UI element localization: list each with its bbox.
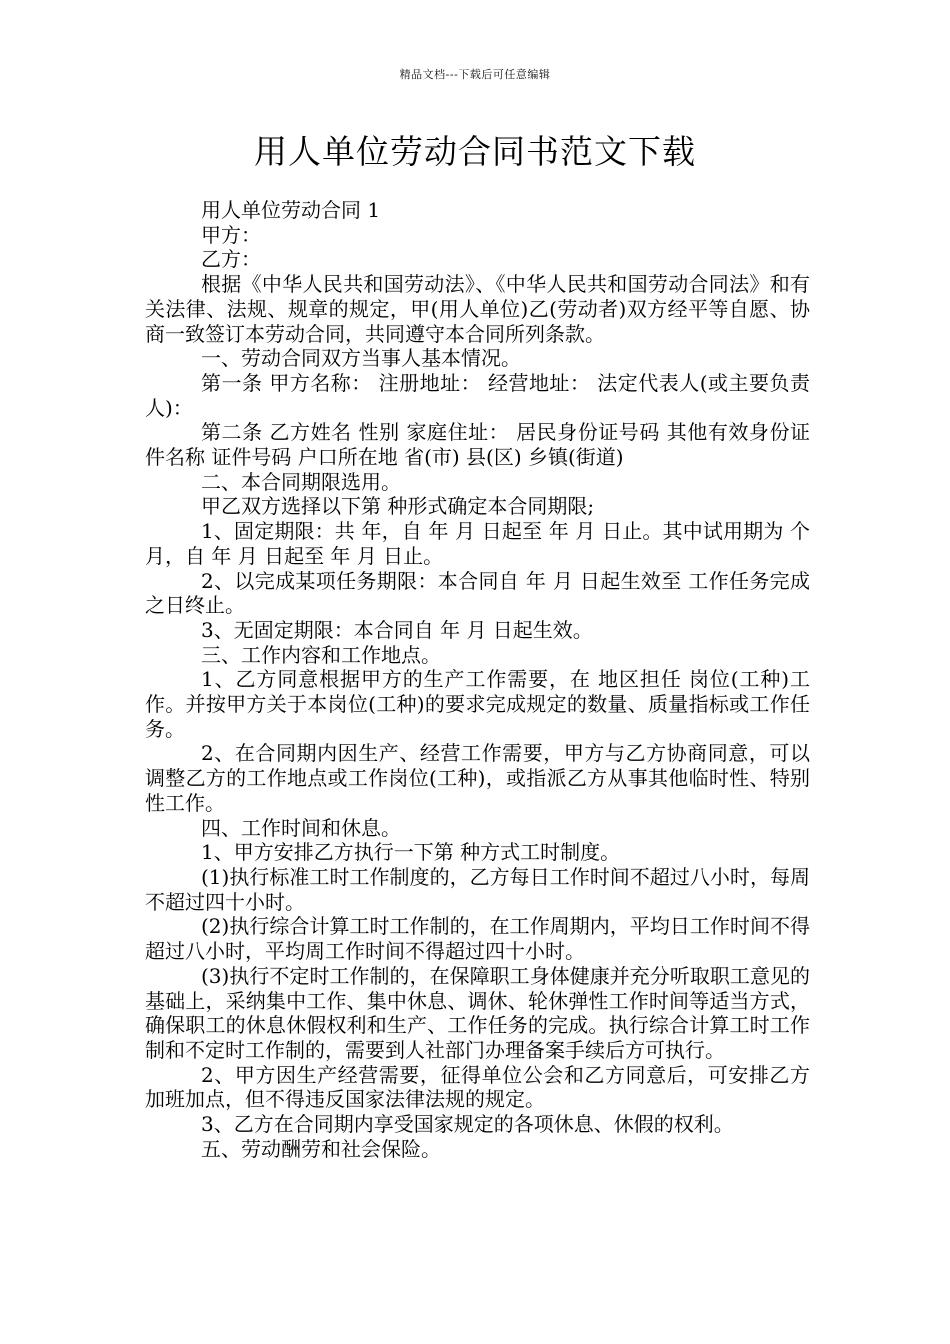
article-1: 第一条 甲方名称： 注册地址： 经营地址： 法定代表人(或主要负责人)： [145,370,810,420]
party-a-line: 甲方： [201,222,261,247]
contract-heading: 用人单位劳动合同 1 [201,198,381,222]
fixed-term-clause: 1、固定期限：共 年，自 年 月 日起至 年 月 日止。其中试用期为 个月，自 年 月 日起至 年 月 日止。 [145,519,810,568]
document-body [145,198,810,1161]
work-hours-item-2: (2)执行综合计算工时工作制的，在工作周期内，平均日工作时间不得超过八小时，平均周工作时间不得超过四十小时。 [145,914,810,964]
document-title: 用人单位劳动合同书范文下载 [254,132,696,171]
work-content-clause-1: 1、乙方同意根据甲方的生产工作需要，在 地区担任 岗位(工种)工作。并按甲方关于本岗位(工种)的要求完成规定的数量、质量指标或工作任务。 [145,667,810,741]
open-term-clause: 3、无固定期限：本合同自 年 月 日起生效。 [201,617,593,642]
leave-rights-clause: 3、乙方在合同期内享受国家规定的各项休息、休假的权利。 [201,1112,734,1137]
section-heading-1: 一、劳动合同双方当事人基本情况。 [201,346,521,371]
section-heading-5: 五、劳动酬劳和社会保险。 [201,1136,441,1161]
section-heading-3: 三、工作内容和工作地点。 [201,642,441,667]
page-header-note: 精品文档---下载后可任意编辑 [399,68,551,81]
work-content-clause-2: 2、在合同期内因生产、经营工作需要，甲方与乙方协商同意，可以调整乙方的工作地点或工作岗位(工种)，或指派乙方从事其他临时性、特别性工作。 [145,741,810,815]
overtime-clause: 2、甲方因生产经营需要，征得单位公会和乙方同意后，可安排乙方加班加点，但不得违反国家法律法规的规定。 [145,1062,810,1112]
term-choice-paragraph: 甲乙双方选择以下第 种形式确定本合同期限; [201,494,595,519]
section-heading-2: 二、本合同期限选用。 [201,469,401,494]
section-heading-4: 四、工作时间和休息。 [201,815,401,840]
work-hours-clause-1: 1、甲方安排乙方执行一下第 种方式工时制度。 [201,840,621,865]
article-2: 第二条 乙方姓名 性别 家庭住址： 居民身份证号码 其他有效身份证件名称 证件号码 户口所在地 省(市) 县(区) 乡镇(街道) [145,420,810,470]
preamble-paragraph: 根据《中华人民共和国劳动法》、《中华人民共和国劳动合同法》和有关法律、法规、规章的规定，甲(用人单位)乙(劳动者)双方经平等自愿、协商一致签订本劳动合同，共同遵守本合同所列条款。 [145,272,810,346]
work-hours-item-3: (3)执行不定时工作制的，在保障职工身体健康并充分听取职工意见的基础上，采纳集中工作、集中休息、调休、轮休弹性工作时间等适当方式，确保职工的休息休假权利和生产、工作任务的完成。执行综合计算工时工作制和不定时工作制的，需要到人社部门办理备案手续后方可执行。 [145,963,810,1062]
party-b-line: 乙方： [201,247,261,272]
task-term-clause: 2、以完成某项任务期限：本合同自 年 月 日起生效至 工作任务完成之日终止。 [145,568,810,618]
work-hours-item-1: (1)执行标准工时工作制度的，乙方每日工作时间不超过八小时，每周不超过四十小时。 [145,864,810,914]
